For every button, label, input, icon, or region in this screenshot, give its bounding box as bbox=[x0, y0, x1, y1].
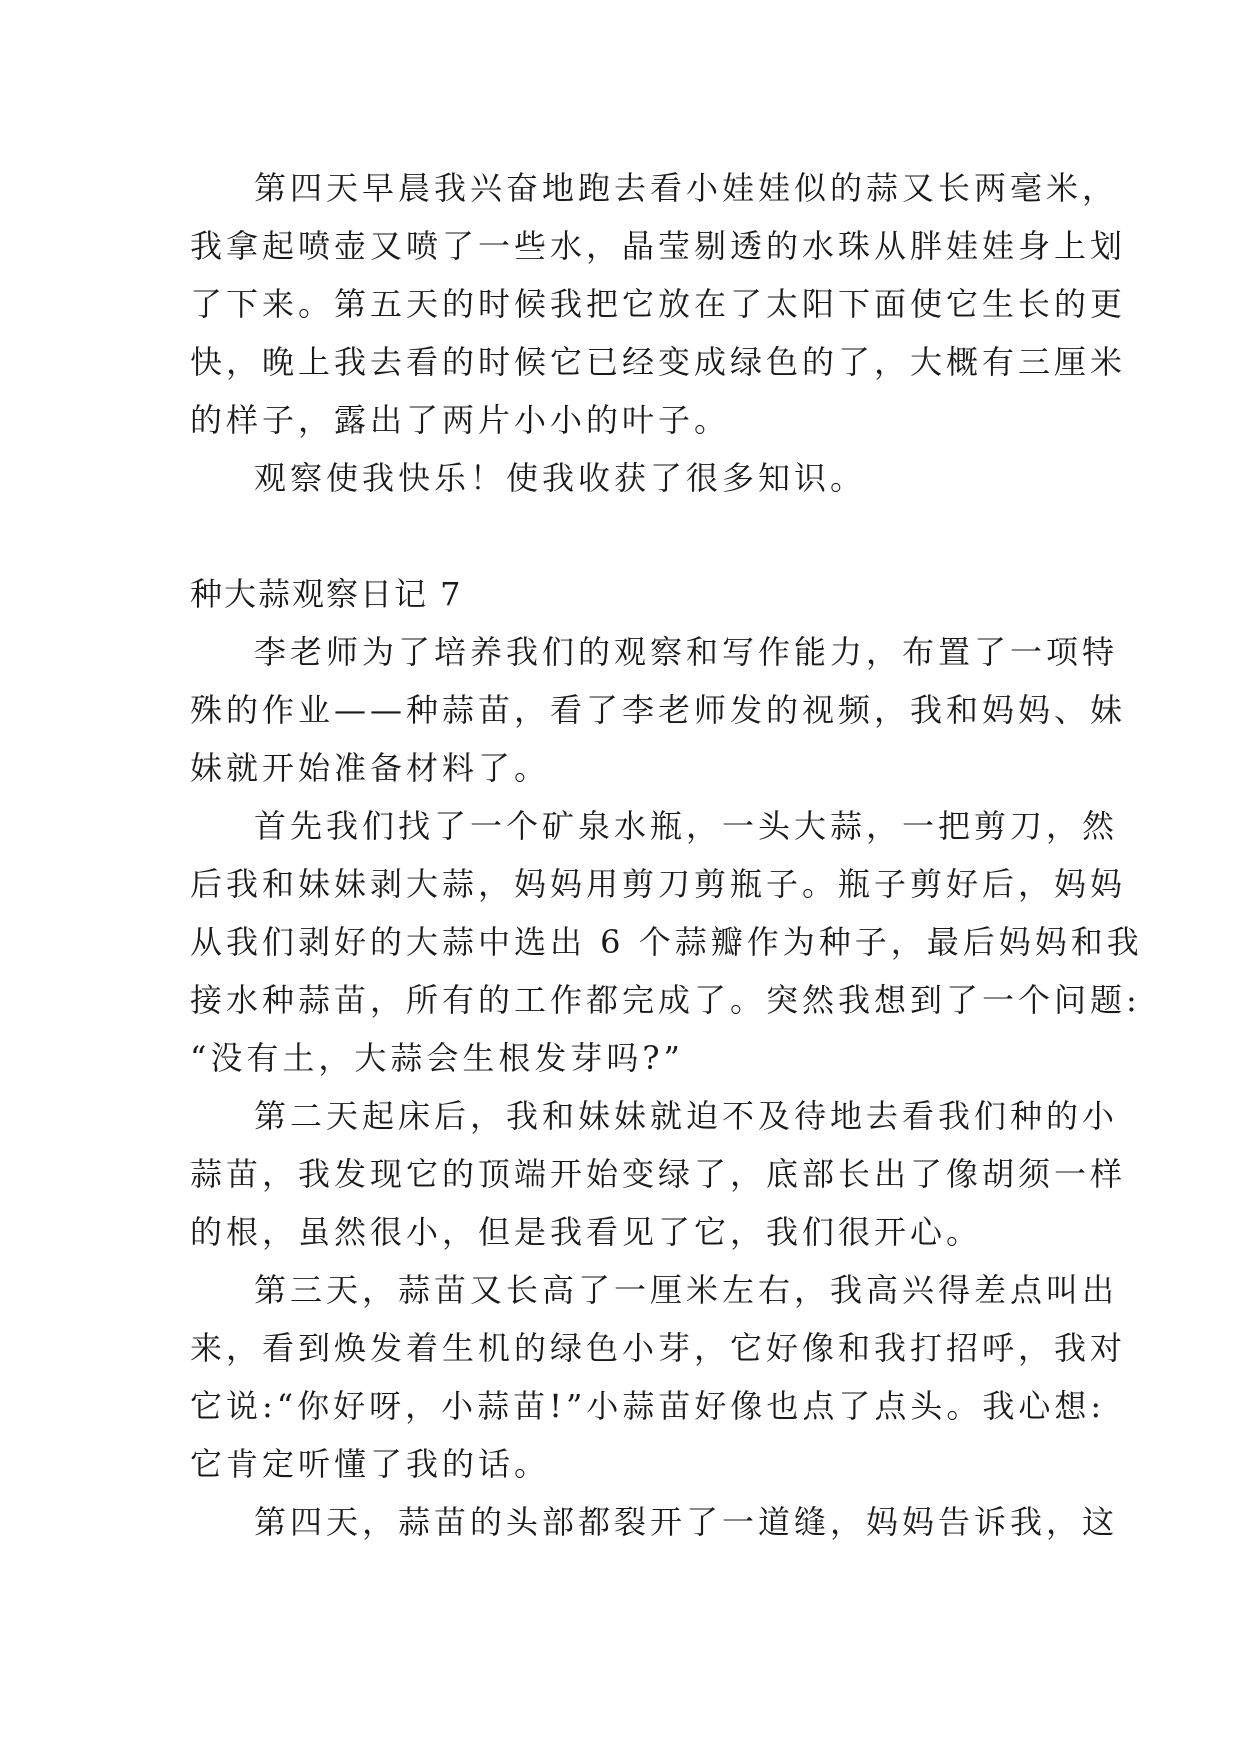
text-line: 殊的作业——种蒜苗，看了李老师发的视频，我和妈妈、妹 bbox=[190, 691, 1127, 729]
text-line: 观察使我快乐！使我收获了很多知识。 bbox=[254, 459, 867, 497]
text-line: 第四天早晨我兴奋地跑去看小娃娃似的蒜又长两毫米， bbox=[254, 169, 1119, 207]
text-line: 的样子，露出了两片小小的叶子。 bbox=[190, 401, 731, 439]
text-line: 李老师为了培养我们的观察和写作能力，布置了一项特 bbox=[254, 633, 1119, 671]
text-line: “没有土，大蒜会生根发芽吗?” bbox=[190, 1039, 684, 1077]
text-line: 后我和妹妹剥大蒜，妈妈用剪刀剪瓶子。瓶子剪好后，妈妈 bbox=[190, 865, 1127, 903]
text-line: 第二天起床后，我和妹妹就迫不及待地去看我们种的小 bbox=[254, 1097, 1119, 1135]
text-line: 首先我们找了一个矿泉水瓶，一头大蒜，一把剪刀，然 bbox=[254, 807, 1119, 845]
text-line: 我拿起喷壶又喷了一些水，晶莹剔透的水珠从胖娃娃身上划 bbox=[190, 227, 1127, 265]
text-line: 第四天，蒜苗的头部都裂开了一道缝，妈妈告诉我，这 bbox=[254, 1503, 1119, 1541]
section-heading: 种大蒜观察日记 7 bbox=[190, 575, 463, 613]
text-line: 它说:“你好呀，小蒜苗!”小蒜苗好像也点了点头。我心想: bbox=[190, 1387, 1106, 1425]
text-line: 来，看到焕发着生机的绿色小芽，它好像和我打招呼，我对 bbox=[190, 1329, 1127, 1367]
text-line: 的根，虽然很小，但是我看见了它，我们很开心。 bbox=[190, 1213, 983, 1251]
text-line: 妹就开始准备材料了。 bbox=[190, 749, 551, 787]
text-line: 蒜苗，我发现它的顶端开始变绿了，底部长出了像胡须一样 bbox=[190, 1155, 1127, 1193]
text-line: 接水种蒜苗，所有的工作都完成了。突然我想到了一个问题: bbox=[190, 981, 1141, 1019]
text-line: 第三天，蒜苗又长高了一厘米左右，我高兴得差点叫出 bbox=[254, 1271, 1119, 1309]
text-line: 快，晚上我去看的时候它已经变成绿色的了，大概有三厘米 bbox=[190, 343, 1127, 381]
text-line: 了下来。第五天的时候我把它放在了太阳下面使它生长的更 bbox=[190, 285, 1127, 323]
text-line: 它肯定听懂了我的话。 bbox=[190, 1445, 551, 1483]
text-line: 从我们剥好的大蒜中选出 6 个蒜瓣作为种子，最后妈妈和我 bbox=[190, 923, 1143, 961]
